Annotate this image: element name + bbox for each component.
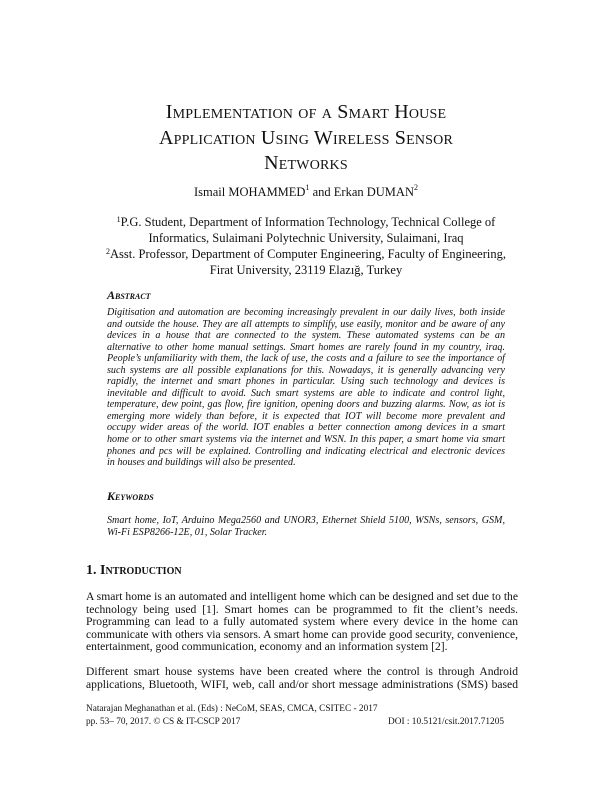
text-line: applications, Bluetooth, WIFI, web, call and/or short message administrations (SMS) based: [86, 677, 518, 691]
text-line: such systems are all possible explanations for this. Nowadays, it is generally advancing very: [107, 364, 505, 376]
authors-and: and: [309, 185, 334, 199]
text-line: technology being used [1]. Smart homes can be programmed to fit the client’s needs.: [86, 602, 518, 616]
text-line: communicate with others via sensors. A smart home can provide good security, convenience,: [86, 627, 518, 641]
section-heading-introduction: 1. Introduction: [86, 563, 182, 578]
title-line: Application Using Wireless Sensor: [158, 126, 454, 149]
affiliations: [0, 214, 612, 278]
text-line: devices in a house that are connected to the system. These automated systems can be an: [107, 330, 505, 342]
affiliation-line: P.G. Student, Department of Information Technology, Technical College of: [120, 215, 496, 229]
text-line: A smart home is an automated and intelligent home which can be designed and set due to the: [86, 590, 518, 603]
affiliation-line: Informatics, Sulaimani Polytechnic University, Sulaimani, Iraq: [148, 231, 464, 245]
text-line: rapidly, the internet and smart phones in particular. Using such technology and devices is: [107, 376, 505, 388]
text-line: in houses and buildings will also be presented.: [107, 457, 296, 469]
affil-sup-2: 2: [106, 247, 111, 256]
affiliation-line: Asst. Professor, Department of Computer Engineering, Faculty of Engineering,: [110, 247, 506, 261]
intro-paragraph-2: [86, 666, 518, 691]
text-line: occupy wider areas of the world. IOT enables a better connection among devices in a smart: [107, 422, 505, 434]
abstract-heading: Abstract: [107, 288, 151, 302]
title-line: Implementation of a Smart House: [165, 101, 447, 123]
title-line: Networks: [264, 152, 348, 174]
paper-title: [0, 100, 612, 177]
author-2: Erkan DUMAN: [333, 185, 414, 199]
affil-sup-1: 1: [116, 215, 121, 224]
author-1: Ismail MOHAMMED: [194, 185, 306, 199]
text-line: inevitable and difficult to avoid. Such smart systems are able to indicate and control light,: [107, 387, 505, 399]
text-line: Programming can lead to a fully automated system where every device in the home can: [86, 615, 518, 629]
keywords-heading: Keywords: [107, 489, 154, 503]
footer: [86, 703, 518, 728]
author-1-sup: 1: [305, 183, 310, 192]
footer-proceedings: Natarajan Meghanathan et al. (Eds) : NeCoM, SEAS, CMCA, CSITEC - 2017: [86, 704, 378, 714]
text-line: Digitisation and automation are becoming increasingly prevalent in our daily lives, both inside: [107, 307, 505, 318]
abstract-body: [107, 307, 505, 469]
affiliation-line: Firat University, 23119 Elazığ, Turkey: [209, 263, 403, 277]
text-line: Different smart house systems have been created where the control is through Android: [86, 665, 518, 678]
author-2-sup: 2: [413, 183, 418, 192]
text-line: Wi-Fi ESP8266-12E, 01, Solar Tracker.: [107, 526, 268, 538]
text-line: emerging more widely than before, it is expected that IOT will become more prevalent and: [107, 410, 505, 422]
text-line: phones and pcs will be explained. Controlling and indicating electrical and electronic devices: [107, 445, 505, 457]
keywords-body: [107, 515, 505, 538]
footer-doi: DOI : 10.5121/csit.2017.71205: [388, 716, 504, 727]
text-line: People’s unfamiliarity with them, the lack of use, the costs and a failure to see the importance of: [107, 353, 505, 365]
text-line: alternative to other home manual settings. Smart homes are rarely found in my country, iraq.: [107, 341, 505, 353]
footer-pages: pp. 53– 70, 2017. © CS & IT-CSCP 2017: [86, 716, 241, 727]
text-line: entertainment, good communication, economy and an information system [2].: [86, 640, 448, 654]
text-line: Smart home, IoT, Arduino Mega2560 and UNOR3, Ethernet Shield 5100, WSNs, sensors, GSM,: [107, 515, 505, 526]
text-line: and outside the house. They are all attempts to simplify, use easily, monitor and be aware of any: [107, 318, 505, 330]
text-line: temperature, dew point, gas flow, fire ignition, opening doors and buzzing alarms. Now, as iot is: [107, 399, 505, 411]
intro-paragraph-1: [86, 591, 518, 654]
text-line: home or to other smart systems via the internet and WSN. In this paper, a smart home via smart: [107, 434, 505, 446]
authors: [0, 185, 612, 200]
